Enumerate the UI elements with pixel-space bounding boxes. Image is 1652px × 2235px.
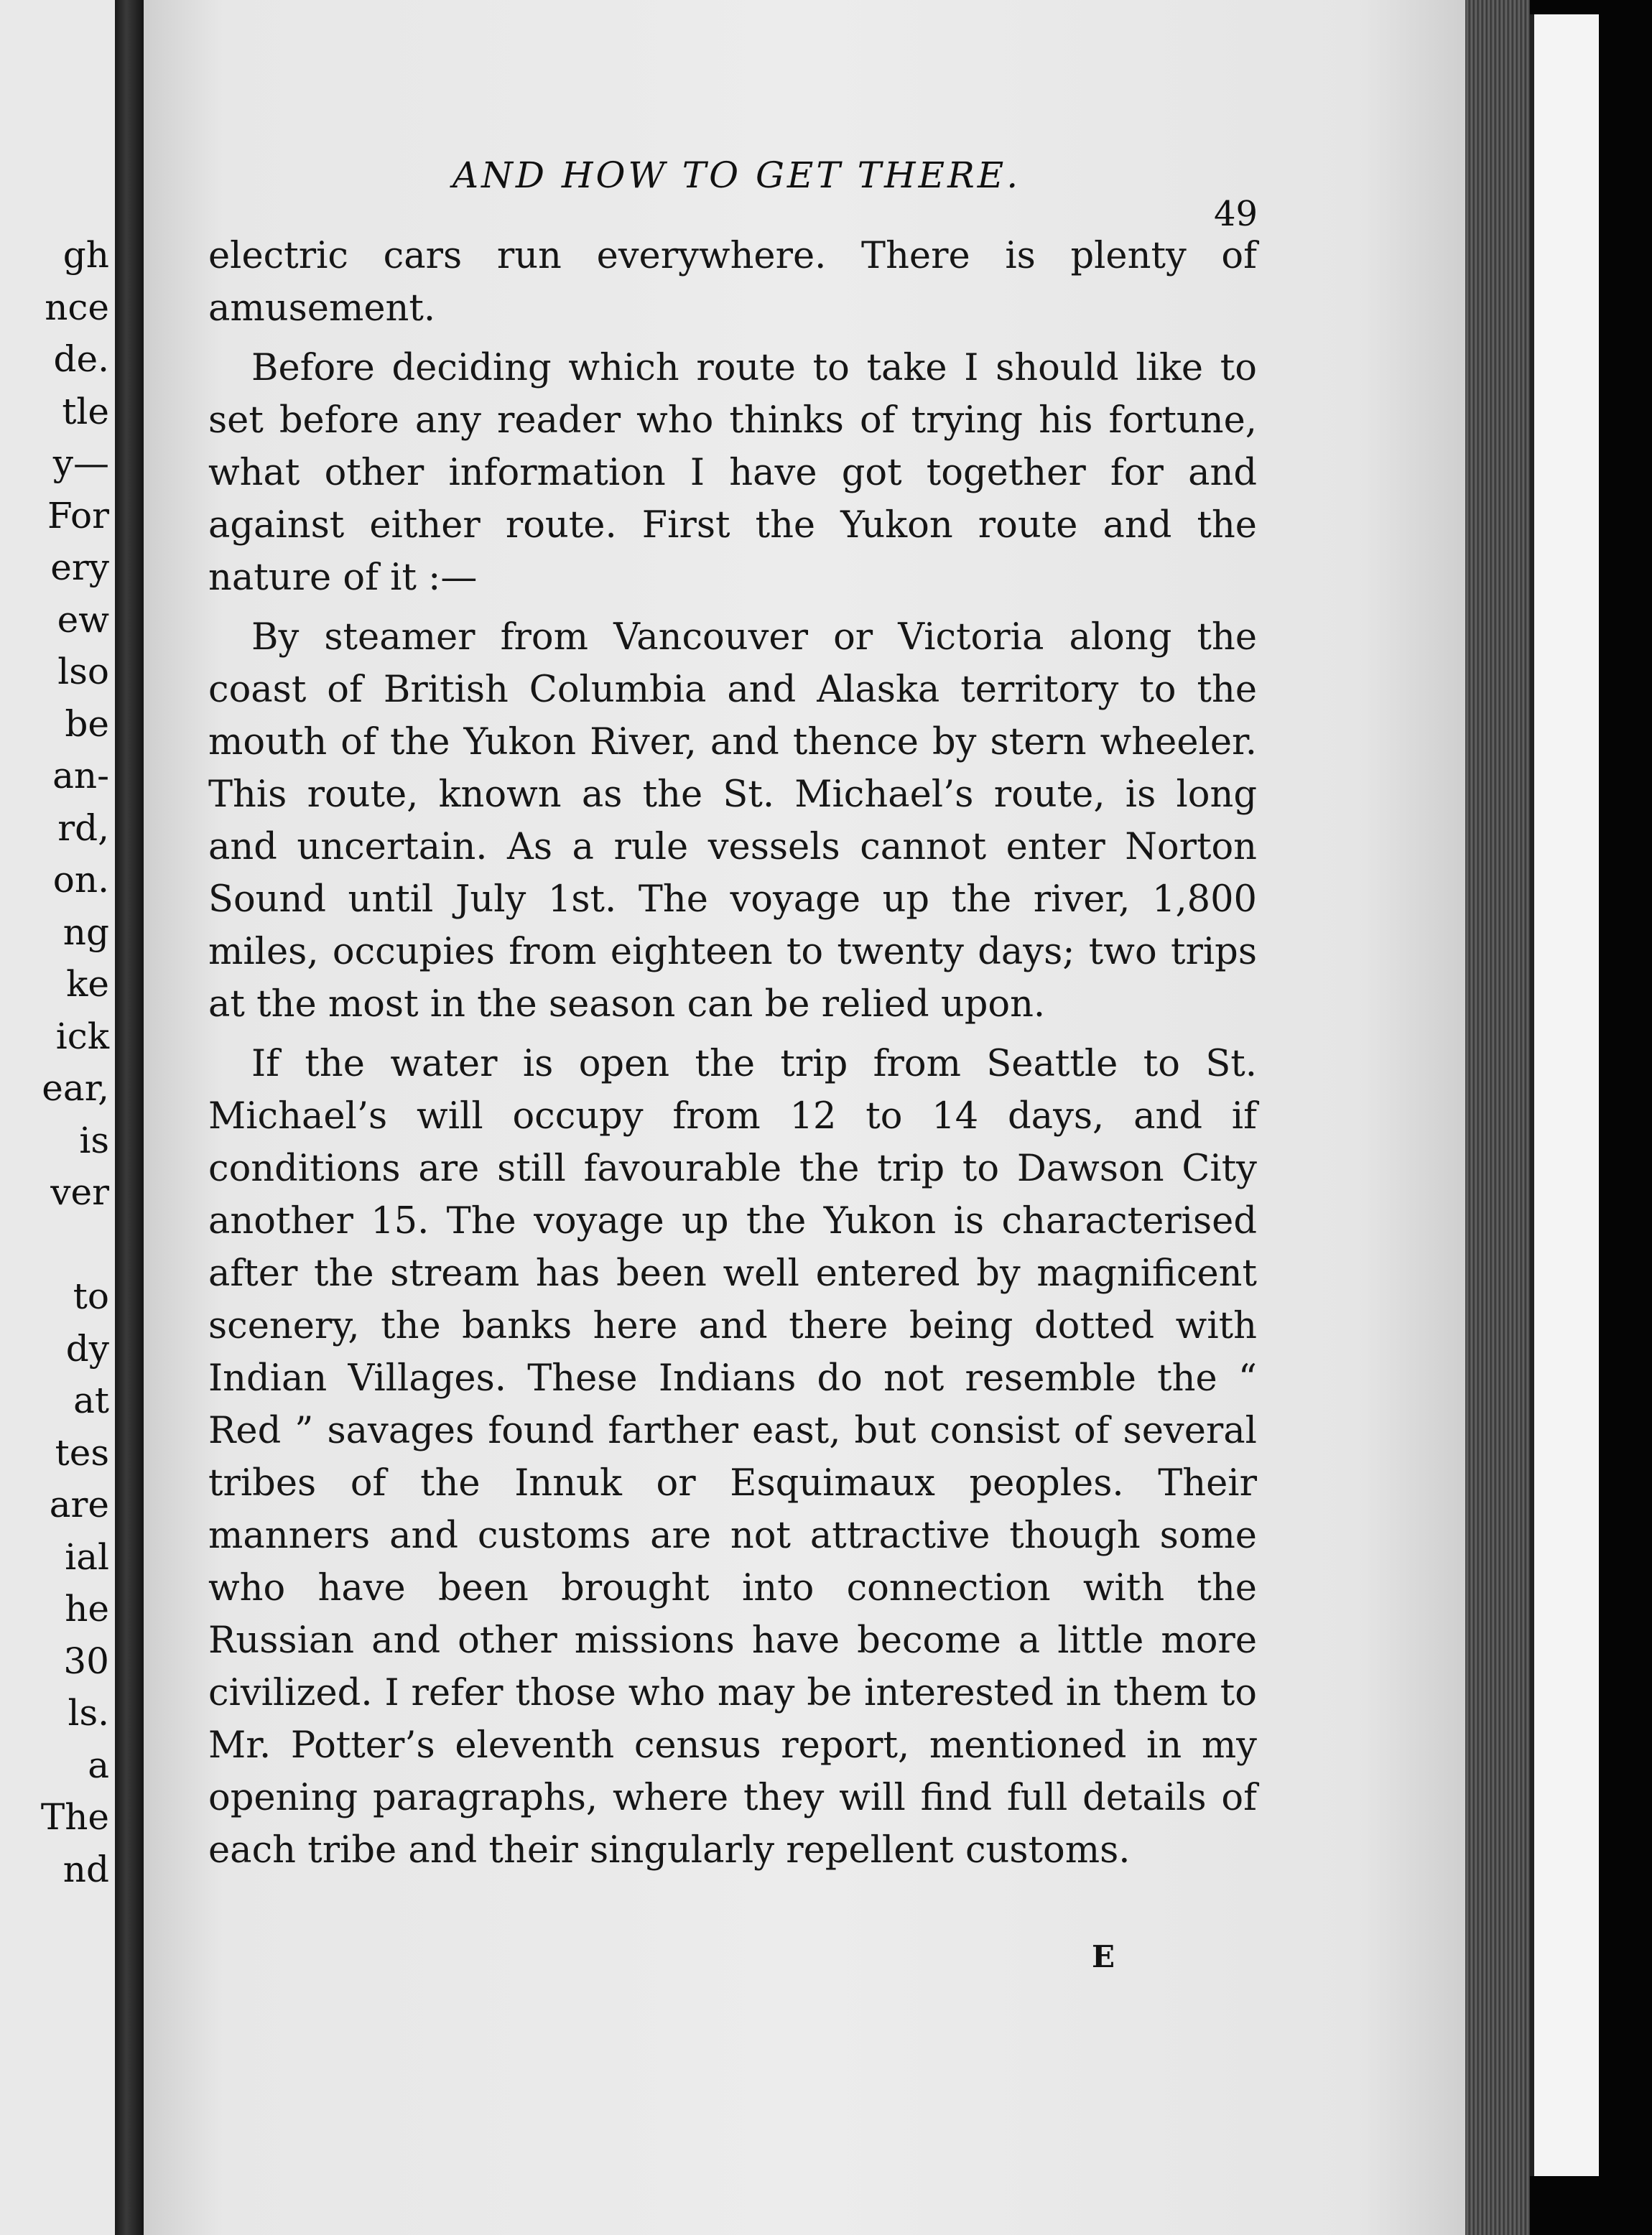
left-page-line-fragment: a: [88, 1744, 109, 1786]
left-page-line-fragment: rd,: [57, 807, 109, 849]
left-page-line-fragment: ke: [66, 963, 109, 1005]
left-page-line-fragment: nce: [45, 286, 109, 328]
signature-mark: E: [1092, 1939, 1115, 1974]
left-page-text-fragments: [0, 0, 115, 2235]
left-page-line-fragment: The: [40, 1796, 109, 1838]
left-page-line-fragment: ng: [62, 911, 109, 953]
body-text: [208, 230, 1257, 1884]
page-number: 49: [1214, 194, 1258, 234]
left-page-line-fragment: y—: [52, 442, 109, 484]
left-page-line-fragment: de.: [53, 338, 109, 380]
page-edge-stack: [1465, 0, 1530, 2235]
left-page-line-fragment: ew: [57, 598, 109, 641]
left-page-line-fragment: be: [65, 702, 109, 745]
book-gutter: [115, 0, 144, 2235]
left-page-line-fragment: an-: [52, 755, 109, 796]
left-page-line-fragment: to: [73, 1276, 109, 1317]
left-page-line-fragment: tle: [62, 390, 109, 432]
left-page-line-fragment: on.: [52, 859, 109, 901]
left-facing-page: [0, 0, 115, 2235]
left-page-line-fragment: he: [65, 1588, 109, 1630]
paragraph: If the water is open the trip from Seattle to St. Michael’s will occupy from 12 to 14 days, and if conditions are still favourable the trip to Dawson City another 15. The voyage up the Yukon is characterised after the stream has been well entered by magnificent scenery, the banks here and there being dotted with Indian Villages. These Indians do not resemble the “ Red ” savages found farther east, but consist of several tribes of the Innuk or Esquimaux peoples. Their manners and customs are not attractive though some who have been brought into connection with the Russian and other missions have become a little more civilized. I refer those who may be interested in them to Mr. Potter’s eleventh census report, mentioned in my opening paragraphs, where they will find full details of each tribe and their singularly repellent customs.: [208, 1043, 1257, 1872]
running-head: AND HOW TO GET THERE.: [453, 154, 1021, 196]
left-page-line-fragment: nd: [62, 1848, 109, 1890]
left-page-line-fragment: For: [47, 494, 109, 536]
left-page-line-fragment: at: [73, 1380, 109, 1421]
left-page-line-fragment: ls.: [68, 1692, 109, 1734]
left-page-line-fragment: is: [79, 1119, 109, 1161]
left-page-line-fragment: ial: [65, 1535, 109, 1578]
paragraph: Before deciding which route to take I should like to set before any reader who thinks of trying his fortune, what other information I have got together for and against either route. First the Yukon route and the nature of it :—: [208, 347, 1257, 599]
left-page-line-fragment: dy: [65, 1327, 109, 1370]
left-page-line-fragment: gh: [62, 234, 109, 276]
left-page-line-fragment: ery: [50, 547, 109, 588]
left-page-line-fragment: are: [49, 1484, 109, 1525]
paragraph: By steamer from Vancouver or Victoria along the coast of British Columbia and Alaska territory to the mouth of the Yukon River, and thence by stern wheeler. This route, known as the St. Michael’s route, is long and uncertain. As a rule vessels cannot enter Norton Sound until July 1st. The voyage up the river, 1,800 miles, occupies from eighteen to twenty days; two trips at the most in the season can be relied upon.: [208, 616, 1257, 1026]
left-page-line-fragment: ver: [50, 1171, 109, 1213]
back-cover-edge: [1530, 14, 1599, 2176]
left-page-line-fragment: 30: [63, 1640, 109, 1682]
left-page-line-fragment: ear,: [42, 1067, 109, 1109]
left-page-line-fragment: lso: [57, 651, 109, 692]
paragraph: electric cars run everywhere. There is plenty of amusement.: [208, 235, 1257, 330]
left-page-line-fragment: tes: [55, 1431, 109, 1474]
left-page-line-fragment: ick: [55, 1015, 109, 1057]
